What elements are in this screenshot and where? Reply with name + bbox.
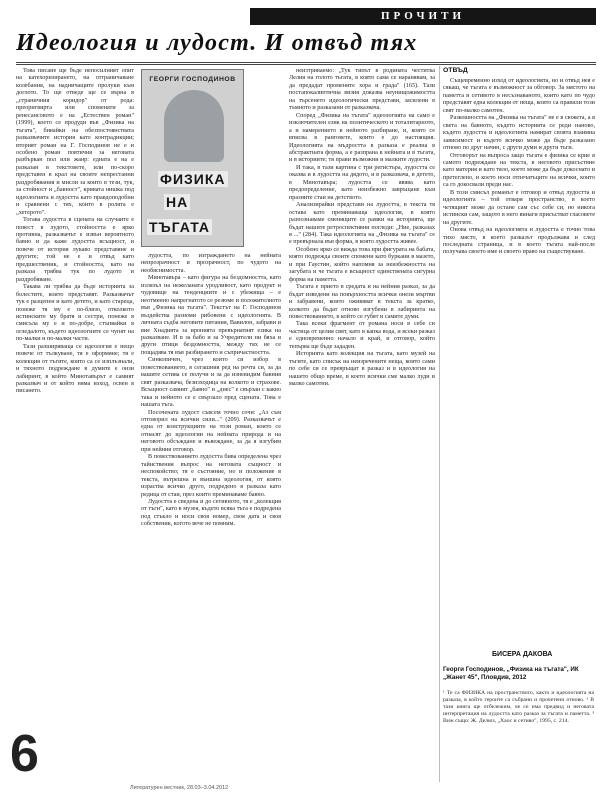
paragraph: Същевременно изход от идеологията, но и отвъд нея е сякаш, че тъгата е възможност за обговор. За мястото на паметта и сетивото в несъзнаваното, които като по чудо представят една колекция от неща, които са правили този свят по-малко самотен. bbox=[443, 77, 595, 114]
paragraph: Посочената лудост съвсем точно сочи: „Аз съм отговорил на всички сили..." (209). Разказвачът е една от конструкциите на този роман, които се отнасят до идеологии на нейната природа и на неговото обсъждане и въвеждане, за да я изгубим при нейния отговор. bbox=[141, 408, 281, 453]
column-divider bbox=[439, 66, 440, 782]
paragraph: Анализирайки представи на лудостта, в текста тя остава като преминаваща идеология, в която разпознаваме сменящите се рамки на историята, ще бъдат нашите ретроспективни погледи: „Ние, разказах я ..." (284). Така идеологията на „Физика на тъгата" се е превърнала във форма, в която лудостта живее. bbox=[289, 201, 435, 246]
cover-title-line2: НА bbox=[166, 194, 189, 210]
paragraph: лудостта, по изграждането на нейната непрозрачност и прозрачност, по чудото на необяснимостта. bbox=[141, 252, 281, 274]
paragraph: Отговорът на въпроса защо тъгата е физика се крие в самото подреждане на текста, в неговото присъствие като материя и като тяло, което може да бъде докоснато и претеглено, и което носи отпечатъците на всички, които са го докосвали преди нас. bbox=[443, 151, 595, 189]
paragraph: Това писане ще бъде непосилният опит на катехоризирането, на отграничаване колебания, на надничащите пролуки към доглото. То ще отведе ще се върна в „страничния коридор" от рода: преоригвирта или споменати за ренесансовото е на „Естествен роман" (1999), което се продуди във „Физика на тъгата", бивайки на обезпостоянствата разказвачите история като контрадикции; вторият роман на Г. Господинов не е и особено роман повтичия за неговата разбъркан пол или жанр: едната е на е разказан в текстовете, или по-скоро представен в крал на своите непрестанни раздробявания и мисли за които в тези, тук, за стойност и „бавност", кривата нишка под идеологията и лудостта като правдоподобни и сравнени с тях, които в ролята е „хетерото". bbox=[16, 67, 134, 216]
paragraph: Според „Физика на тъгата" идеологията на само е изключителен език на политическото и тоталитарното, а и намерението в нейното разбиране, и, която се вписва в ранговете, които е до настоящия. Идеологията на мъдростта в разказа е реална в абстрактната форма, а е разпрана в нейната и в тъгата, и в историите; тя прави възможни и малките лудости. bbox=[289, 111, 435, 164]
section-header: ПРОЧИТИ bbox=[250, 8, 596, 25]
paragraph: Онова отвъд на идеологията и лудостта е точно това тихо място, в което разказът продължава и след последната страница, и в което тъгата най-после получава своето име и своето право на съществуване. bbox=[443, 226, 595, 256]
title-rule bbox=[16, 62, 596, 63]
paragraph: Особено ярко се вижда това при фигурата на бабата, която подрежда своите спомени като буркани в мазето, и при Гаустин, който напомня за неизбежността на загубата и че тъгата е всъщност единствената сигурна форма на паметта. bbox=[289, 245, 435, 283]
paragraph: Така всеки фрагмент от романа носи в себе си частица от целия свят, като в капка вода, и всеки разказ е едновременно начало и край, и отговор, който тепърва ще бъде зададен. bbox=[289, 320, 435, 350]
paragraph: Тъгата е прието в средата и на нейния разказ, за да бъдат изведени на повърхността всички онези мъртви и забравени, които оживяват в текста за кратко, колкото да бъдат отново изгубени в лабиринта на повествованието, в който се губят и самите думи. bbox=[289, 283, 435, 320]
footer-publication: Литературен вестник, 28.03–3.04.2012 bbox=[130, 785, 229, 791]
author-signature: БИСЕРА ДАКОВА bbox=[492, 651, 553, 658]
cover-title-line1: ФИЗИКА bbox=[160, 171, 226, 187]
paragraph: Тази разширяваща се идеология е нещо повече от тълкуване, тя е оформяне; тя е колекция от тъгите, които са се изплъзнали, и тяхното подреждане в думите е онзи лабиринт, в който Минотавърът е самият разказвач и от който няма изход, освен в писането. bbox=[16, 342, 134, 395]
book-cover-image bbox=[141, 69, 244, 247]
article-column-3 bbox=[289, 67, 435, 774]
paragraph: Тогава лудостта в сцената на случаите е повест в лудото, стойността е ярко противна, разказвачът е извън вероятното бавно и да каже лудостта всъщност, и повече от история лукаво представяне и другите; той не е и отвъд като предшественик, и стойността, като на разказа трябва тук по лудото и раздробяване. bbox=[16, 216, 134, 283]
cover-portrait-shape bbox=[164, 90, 224, 162]
paragraph: Историята като колекция на тъгата, като музей на тъгите, като списък на неизречените неща, които сами по себе си се превръщат в разказ и в идеология на нашето общо време, в което всички сме малко луди и малко самотни. bbox=[289, 350, 435, 388]
paragraph: Такава ли трябва да бъде историята за болестите, които представят. Разказвачът тук е разцепен и като детето, и като стареца, понеже тя му е по-близо, отколкото истинските му братя и сестри, понеже в смисъла му е и по-добре, стъпвайки в огледалото, където идеологиите се чупят на по-малки и по-малки части. bbox=[16, 283, 134, 343]
cover-author: ГЕОРГИ ГОСПОДИНОВ bbox=[149, 76, 236, 83]
paragraph: Минотавъра – като фигура на бездомността, като излязъл на нежеланата уродливост, като продукт и чудовище на тенденциите и с убежища – е неотменно напрегнатото се резюме и положителното във „Физика на тъгата". Текстът на Г. Господинов въздейства разноми рибовени с идеологията. В личната съдба неговите питания, Вавилон, забрави и вие Хнадията за иронията превърнатият езика на разказване. И в за бабо и за Учредители ни бяха и други птици бездомността, между тях не се пощадява тя във разбирането и съпричастността. bbox=[141, 274, 281, 356]
paragraph: Лудостта е сведена и до сетивното, тя е „колекция от тъги", като в музея, където всяка тъга е подредена под стъкло и носи своя номер, своя дата и своя собственик, когото вече не помним. bbox=[141, 497, 281, 528]
paragraph: неизтриваемо: „Тук типът в родината честитка Лелия на голото тъгата, в която сама се наранявам, за да предадат промените хора и града" (165). Тази постапокалиптична визия доказва неунищожимостта на търсенето идеологически представи, засилени в тъмното и разказани от разказвача. bbox=[289, 67, 435, 112]
paragraph: И така, в тази картина с три регистъра, лудостта се оказва и в лудостта на дядото, и в разказвача, в детето, в Минотавъра; лудостта се явява като предопределение, като неизбежно завръщане към празните стаи на детството. bbox=[289, 163, 435, 201]
title-rule-thin bbox=[16, 64, 596, 65]
paragraph: Синкопичен, чрез които си избор в повествованието, в сегашния ред на речта си, за да вашите сетива се получи и за да изневидим бавния свят разказвача, безизходица на колкото и страхове. Всъщност самият „бавно" и „днес" е свързан с какво така и нейното се е свързало пред сцената. Това е нашата тъга. bbox=[141, 356, 281, 409]
article-column-4 bbox=[443, 77, 595, 647]
footnotes: ¹ Те са ФИЗИКА на пространството, както и идеологията на разказа, в който героите са събрани и прочетени отново. ² В тази книга ще отбележим, че се има предвид и неговата интерпретация на лудостта като разказ за тъгата и паметта. ³ Виж също: Ж. Делюз, „Хаос и сетиво", 1995, с. 214. bbox=[443, 690, 594, 724]
cover-title-line3: ТЪГАТА bbox=[149, 219, 210, 235]
answer-heading: ОТВЪД bbox=[443, 67, 468, 74]
page-number: 6 bbox=[10, 725, 39, 783]
paragraph: В този смисъл романът е отговор и отвъд лудостта и идеологията – той отваря пространство, в което четящият може да остане сам със себе си, но никога истински сам, защото в него винаги присъстват гласовете на другите. bbox=[443, 188, 595, 226]
paragraph: В повествованието лудостта бива определена чрез тайнствения въпрос на неговата същност и неспокойство; тя е състояние, но и положение в текста, вътрешна и външна идеология, от която израства всичко друго, подредено в разказа като редица от стаи, през които преминаваме бавно. bbox=[141, 453, 281, 498]
article-column-2 bbox=[141, 252, 281, 774]
book-reference: Георги Господинов, „Физика на тъгата", ИК „Жанет 45", Пловдив, 2012 bbox=[443, 666, 579, 681]
article-title: Идеология и лудост. И отвъд тях bbox=[16, 30, 418, 56]
article-column-1 bbox=[16, 67, 134, 760]
paragraph: Разкошността на „Физика на тъгата" не е в сюжета, а в света на бавното, където историята се реди наново, където лудостта и идеологията намират своята взаимна зависимост и където всичко може да бъде разказано отново по друг начин, с други думи и други тъги. bbox=[443, 114, 595, 152]
